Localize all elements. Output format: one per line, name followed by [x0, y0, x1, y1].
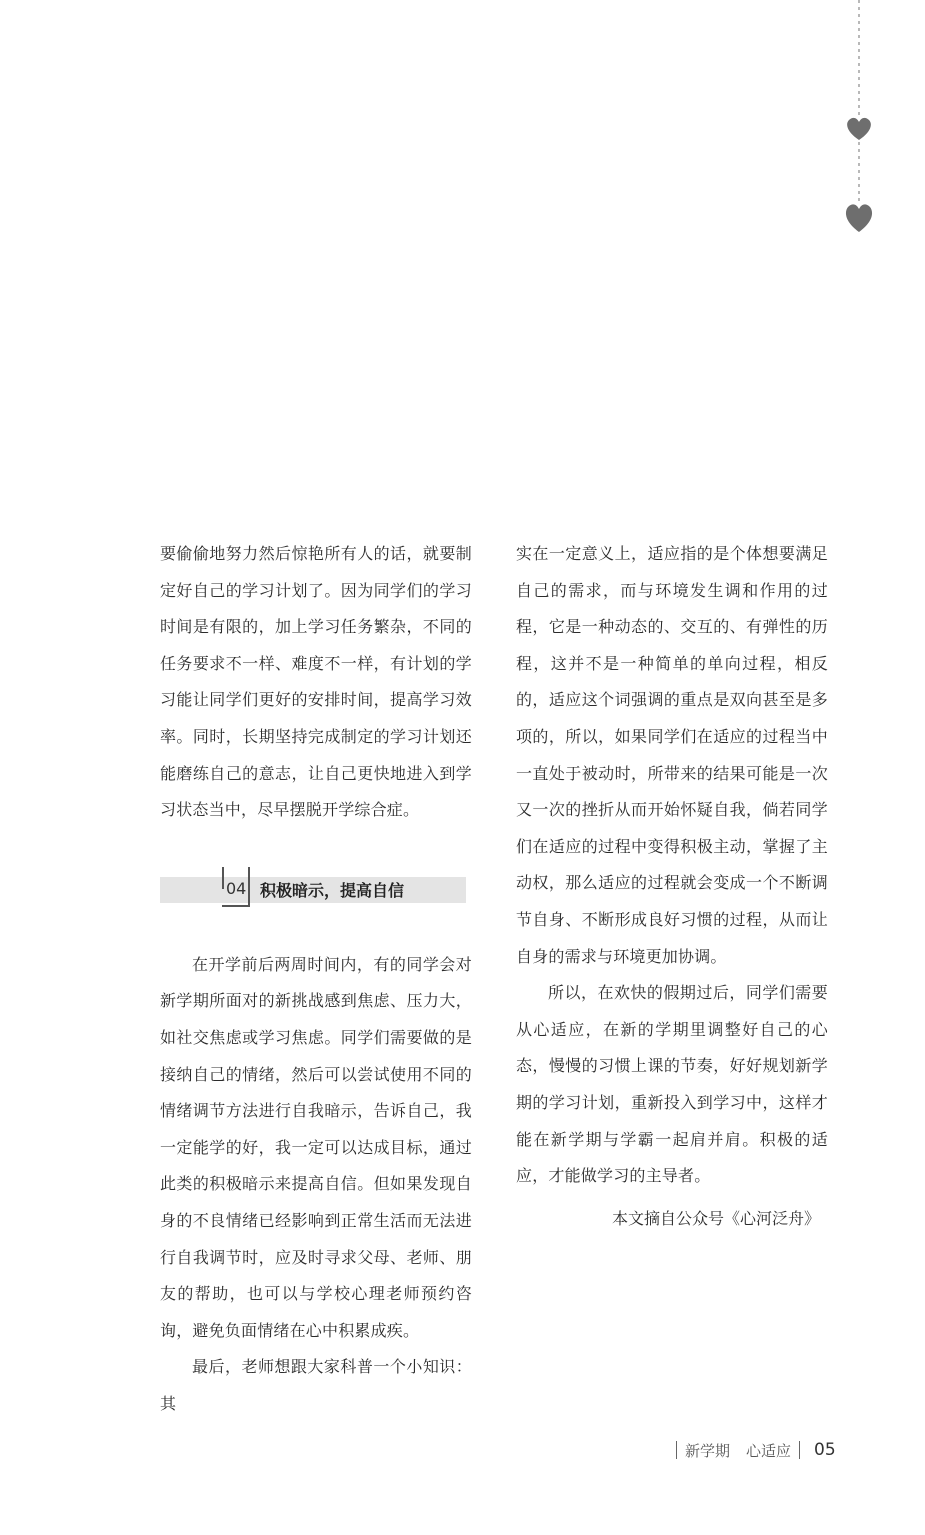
heart-icon [847, 118, 871, 140]
section-title: 积极暗示，提高自信 [260, 880, 405, 900]
section-header [160, 873, 466, 905]
heart-icon [846, 204, 872, 232]
page-number: 05 [814, 1440, 836, 1460]
footer-divider [676, 1441, 677, 1459]
right-column [516, 536, 828, 1237]
hanging-hearts-decoration [845, 0, 885, 260]
section-number: 04 [226, 878, 247, 898]
body-paragraph: 实在一定意义上，适应指的是个体想要满足自己的需求，而与环境发生调和作用的过程，它是一种动态的、交互的、有弹性的历程，这并不是一种简单的单向过程，相反的，适应这个词强调的重点是双向甚至是多项的，所以，如果同学们在适应的过程当中一直处于被动时，所带来的结果可能是一次又一次的挫折从而开始怀疑自我，倘若同学们在适应的过程中变得积极主动，掌握了主动权，那么适应的过程就会变成一个不断调节自身、不断形成良好习惯的过程，从而让自身的需求与环境更加协调。 [516, 544, 828, 966]
footer-divider [799, 1441, 800, 1459]
left-column [160, 536, 472, 1422]
body-paragraph: 最后，老师想跟大家科普一个小知识：其 [160, 1357, 472, 1413]
body-paragraph: 所以，在欢快的假期过后，同学们需要从心适应，在新的学期里调整好自己的心态，慢慢的习惯上课的节奏，好好规划新学期的学习计划，重新投入到学习中，这样才能在新学期与学霸一起肩并肩。积极的适应，才能做学习的主导者。 [516, 983, 828, 1186]
body-paragraph: 在开学前后两周时间内，有的同学会对新学期所面对的新挑战感到焦虑、压力大，如社交焦虑或学习焦虑。同学们需要做的是接纳自己的情绪，然后可以尝试使用不同的情绪调节方法进行自我暗示，告诉自己，我一定能学的好，我一定可以达成目标，通过此类的积极暗示来提高自信。但如果发现自身的不良情绪已经影响到正常生活而无法进行自我调节时，应及时寻求父母、老师、朋友的帮助，也可以与学校心理老师预约咨询，避免负面情绪在心中积累成疾。 [160, 954, 472, 1340]
page-footer [676, 1438, 836, 1462]
footer-tag: 心适应 [746, 1441, 792, 1460]
body-paragraph: 要偷偷地努力然后惊艳所有人的话，就要制定好自己的学习计划了。因为同学们的学习时间是有限的，加上学习任务繁杂，不同的任务要求不一样、难度不一样，有计划的学习能让同学们更好的安排时间，提高学习效率。同时，长期坚持完成制定的学习计划还能磨练自己的意志，让自己更快地进入到学习状态当中，尽早摆脱开学综合症。 [160, 544, 472, 820]
footer-tag: 新学期 [685, 1441, 731, 1460]
source-credit: 本文摘自公众号《心河泛舟》 [611, 1208, 820, 1228]
